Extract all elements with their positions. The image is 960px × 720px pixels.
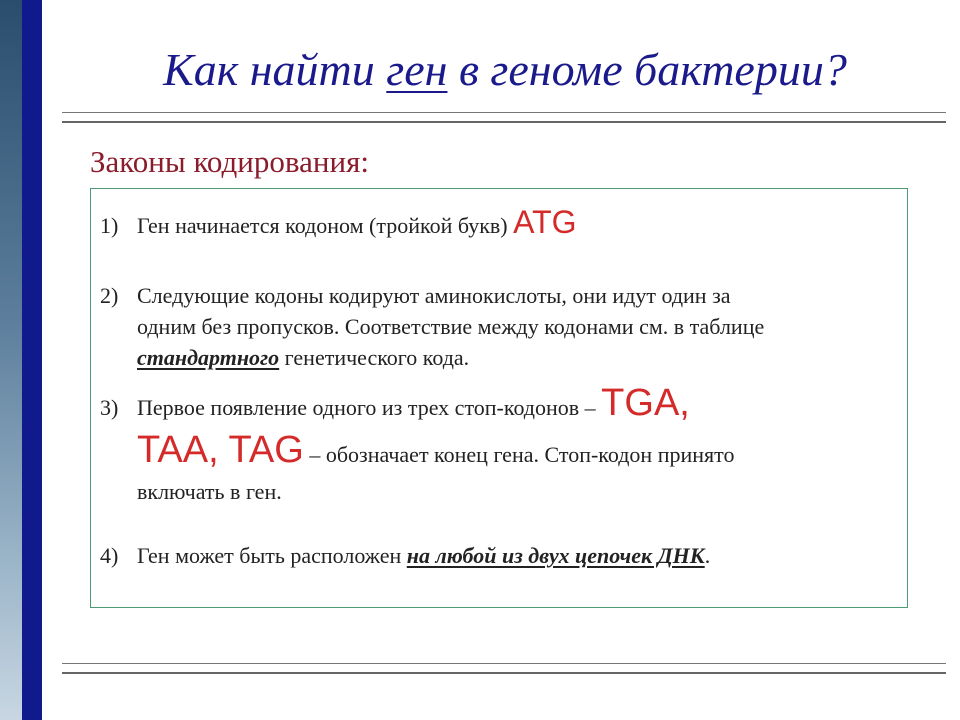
- codon-highlight: ATG: [513, 204, 577, 240]
- item-text: Первое появление одного из трех стоп-кодонов –: [137, 395, 602, 420]
- item-text-end: .: [704, 543, 711, 568]
- title-text-end: в геноме бактерии?: [447, 44, 847, 95]
- codon-highlight: TAA, TAG: [137, 429, 304, 471]
- title-underlined-word: ген: [386, 44, 448, 95]
- side-accent-bar: [22, 0, 42, 720]
- item-text-line: Следующие кодоны кодируют аминокислоты, они идут один за: [137, 283, 731, 308]
- rule-item-3: [100, 382, 734, 507]
- item-number: 1): [100, 213, 119, 238]
- item-number: 4): [100, 543, 119, 568]
- rule-item-1: [100, 204, 577, 241]
- codon-highlight: TGA,: [601, 382, 690, 424]
- slide-title: [60, 40, 950, 100]
- item-text-line: включать в ген.: [137, 479, 282, 504]
- title-text-start: Как найти: [163, 44, 387, 95]
- title-divider-thin: [62, 112, 946, 113]
- rule-item-4: [100, 540, 710, 571]
- footer-divider-thin: [62, 663, 946, 664]
- section-heading: Законы кодирования:: [90, 144, 369, 179]
- title-divider-thick: [62, 121, 946, 123]
- item-text: Ген начинается кодоном (тройкой букв): [137, 213, 514, 238]
- side-gradient-strip: [0, 0, 22, 720]
- item-number: 2): [100, 283, 119, 308]
- emphasis-text: на любой из двух цепочек ДНК: [406, 543, 705, 568]
- footer-divider-thick: [62, 672, 946, 674]
- item-text: – обозначает конец гена. Стоп-кодон принято: [303, 442, 735, 467]
- item-number: 3): [100, 395, 119, 420]
- item-text-line: генетического кода.: [279, 345, 470, 370]
- rule-item-2: [100, 280, 764, 373]
- item-text: Ген может быть расположен: [137, 543, 407, 568]
- emphasis-text: стандартного: [137, 345, 280, 370]
- item-text-line: одним без пропусков. Соответствие между кодонами см. в таблице: [137, 314, 765, 339]
